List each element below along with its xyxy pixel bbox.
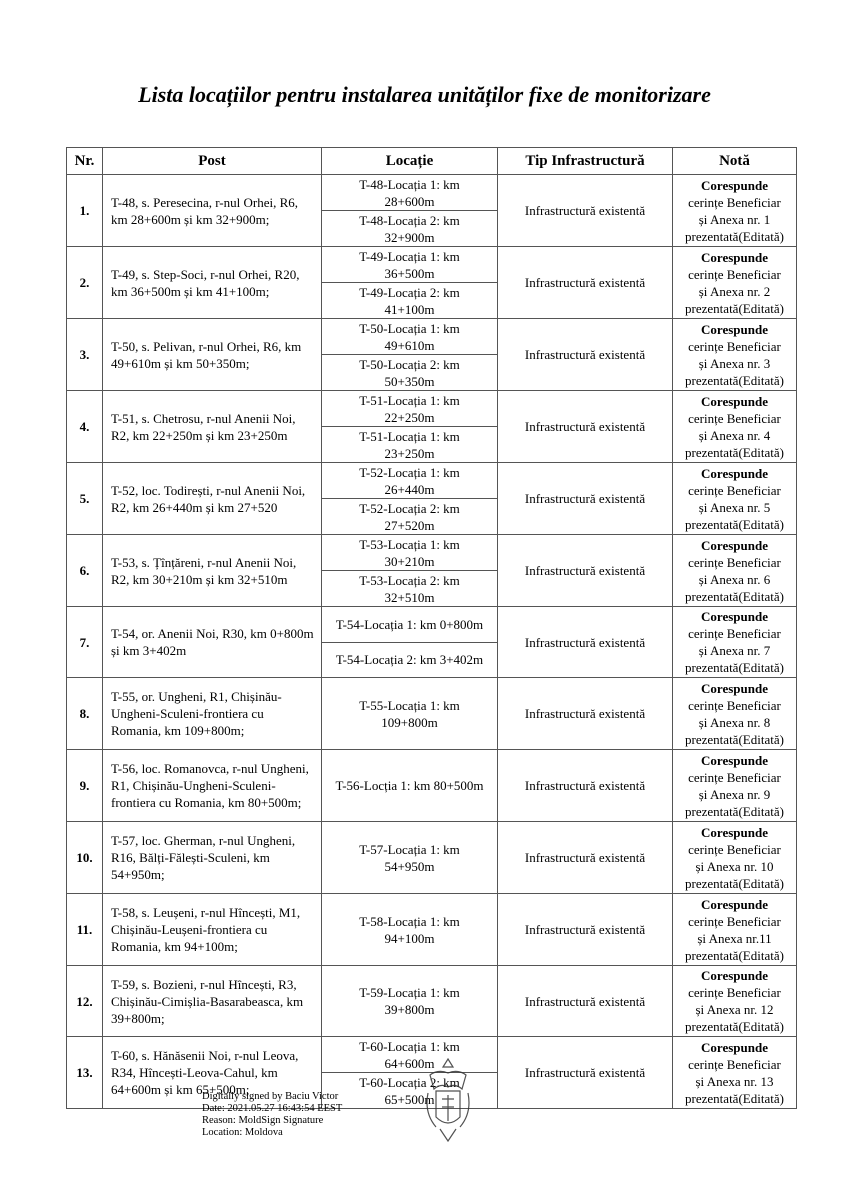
note-line: și Anexa nr. 10 xyxy=(695,858,774,874)
location-entry: T-60-Locația 1: km 64+600m xyxy=(359,1038,460,1071)
table-row xyxy=(67,175,797,247)
note-line: cerințe Beneficiar xyxy=(688,194,781,210)
note-cell xyxy=(673,894,797,966)
note-line: și Anexa nr. 2 xyxy=(698,283,771,299)
table-row xyxy=(67,463,797,535)
row-number: 4. xyxy=(67,391,103,463)
infrastructure-type: Infrastructură existentă xyxy=(498,822,673,894)
table-row xyxy=(67,391,797,463)
location-entry: T-50-Locația 1: km 49+610m xyxy=(359,320,460,353)
note-line: cerințe Beneficiar xyxy=(688,554,781,570)
note-line: Corespunde xyxy=(701,680,768,696)
location-entry: T-52-Locația 1: km 26+440m xyxy=(359,464,460,497)
location-cell xyxy=(322,391,498,463)
location-entry: T-48-Locația 2: km 32+900m xyxy=(322,210,497,246)
location-cell xyxy=(322,678,498,750)
table-row xyxy=(67,678,797,750)
location-entry: T-54-Locația 2: km 3+402m xyxy=(322,642,497,678)
note-line: cerințe Beneficiar xyxy=(688,266,781,282)
note-line: cerințe Beneficiar xyxy=(688,1056,781,1072)
note-line: cerințe Beneficiar xyxy=(688,985,781,1000)
note-cell xyxy=(673,607,797,678)
note-line: prezentată(Editată) xyxy=(685,372,784,388)
location-cell xyxy=(322,463,498,535)
note-line: cerințe Beneficiar xyxy=(688,697,781,713)
note-line: prezentată(Editată) xyxy=(685,516,784,532)
table-row xyxy=(67,894,797,966)
note-cell xyxy=(673,391,797,463)
table-row xyxy=(67,247,797,319)
infrastructure-type: Infrastructură existentă xyxy=(498,247,673,319)
digital-signature xyxy=(202,1091,342,1139)
note-line: Corespunde xyxy=(701,609,768,624)
location-cell xyxy=(322,894,498,966)
table-row xyxy=(67,319,797,391)
note-line: Corespunde xyxy=(701,968,768,983)
post-description: T-54, or. Anenii Noi, R30, km 0+800m și km 3+402m xyxy=(103,607,322,678)
note-cell xyxy=(673,678,797,750)
note-line: și Anexa nr. 1 xyxy=(698,211,771,227)
infrastructure-type: Infrastructură existentă xyxy=(498,678,673,750)
header-nr: Nr. xyxy=(67,148,103,175)
note-line: Corespunde xyxy=(701,896,768,912)
locations-table xyxy=(66,147,797,1109)
table-row xyxy=(67,750,797,822)
table-row xyxy=(67,535,797,607)
infrastructure-type: Infrastructură existentă xyxy=(498,535,673,607)
header-infrastructure: Tip Infrastructură xyxy=(498,148,673,175)
location-cell xyxy=(322,966,498,1037)
row-number: 5. xyxy=(67,463,103,535)
post-description: T-53, s. Țînțăreni, r-nul Anenii Noi, R2, km 30+210m și km 32+510m xyxy=(103,535,322,607)
location-entry: T-56-Locția 1: km 80+500m xyxy=(335,778,484,793)
post-description: T-55, or. Ungheni, R1, Chișinău-Ungheni-Sculeni-frontiera cu Romania, km 109+800m; xyxy=(103,678,322,750)
moldova-coat-of-arms-icon xyxy=(420,1055,476,1147)
row-number: 3. xyxy=(67,319,103,391)
location-cell xyxy=(322,607,498,678)
post-description: T-60, s. Hănăsenii Noi, r-nul Leova, R34, Hîncești-Leova-Cahul, km 64+600m și km 65+500m; xyxy=(103,1037,322,1109)
location-entry: T-50-Locația 2: km 50+350m xyxy=(322,354,497,390)
note-cell xyxy=(673,319,797,391)
signature-date: Date: 2021.05.27 16:43:54 EEST xyxy=(202,1103,343,1114)
note-cell xyxy=(673,1037,797,1109)
infrastructure-type: Infrastructură existentă xyxy=(498,750,673,822)
note-line: și Anexa nr. 12 xyxy=(695,1002,774,1017)
location-entry: T-51-Locația 1: km 23+250m xyxy=(322,426,497,462)
post-description: T-50, s. Pelivan, r-nul Orhei, R6, km 49+610m și km 50+350m; xyxy=(103,319,322,391)
note-line: cerințe Beneficiar xyxy=(688,626,781,641)
note-line: prezentată(Editată) xyxy=(685,947,784,963)
post-description: T-49, s. Step-Soci, r-nul Orhei, R20, km 36+500m și km 41+100m; xyxy=(103,247,322,319)
row-number: 12. xyxy=(67,966,103,1037)
note-line: cerințe Beneficiar xyxy=(688,482,781,498)
location-entry: T-55-Locația 1: km 109+800m xyxy=(359,697,460,730)
row-number: 10. xyxy=(67,822,103,894)
note-line: Corespunde xyxy=(701,249,768,265)
infrastructure-type: Infrastructură existentă xyxy=(498,894,673,966)
row-number: 1. xyxy=(67,175,103,247)
location-cell xyxy=(322,822,498,894)
note-cell xyxy=(673,822,797,894)
note-cell xyxy=(673,535,797,607)
note-line: cerințe Beneficiar xyxy=(688,410,781,426)
note-cell xyxy=(673,247,797,319)
note-cell xyxy=(673,966,797,1037)
signature-line: Digitally signed by Baciu Victor xyxy=(202,1091,339,1102)
note-line: și Anexa nr. 8 xyxy=(698,714,771,730)
note-line: prezentată(Editată) xyxy=(685,731,784,747)
post-description: T-56, loc. Romanovca, r-nul Ungheni, R1, Chișinău-Ungheni-Sculeni-frontiera cu Romania, km 80+500m; xyxy=(103,750,322,822)
signature-reason: Reason: MoldSign Signature xyxy=(202,1115,324,1126)
post-description: T-57, loc. Gherman, r-nul Ungheni, R16, Bălți-Fălești-Sculeni, km 54+950m; xyxy=(103,822,322,894)
note-line: și Anexa nr. 4 xyxy=(698,427,771,443)
note-line: prezentată(Editată) xyxy=(685,588,784,604)
location-entry: T-54-Locația 1: km 0+800m xyxy=(335,616,484,632)
location-cell xyxy=(322,247,498,319)
note-line: prezentată(Editată) xyxy=(685,300,784,316)
row-number: 11. xyxy=(67,894,103,966)
location-entry: T-59-Locația 1: km 39+800m xyxy=(359,985,460,1017)
note-line: prezentată(Editată) xyxy=(685,660,784,675)
note-line: și Anexa nr.11 xyxy=(697,930,772,946)
note-line: Corespunde xyxy=(701,752,768,768)
table-row xyxy=(67,822,797,894)
note-line: cerințe Beneficiar xyxy=(688,913,781,929)
infrastructure-type: Infrastructură existentă xyxy=(498,463,673,535)
location-entry: T-57-Locația 1: km 54+950m xyxy=(359,841,460,874)
note-line: prezentată(Editată) xyxy=(685,875,784,891)
location-cell xyxy=(322,535,498,607)
location-entry: T-48-Locația 1: km 28+600m xyxy=(359,176,460,209)
note-line: Corespunde xyxy=(701,537,768,553)
location-entry: T-49-Locația 1: km 36+500m xyxy=(359,248,460,281)
note-cell xyxy=(673,463,797,535)
note-line: cerințe Beneficiar xyxy=(688,769,781,785)
note-line: Corespunde xyxy=(701,1039,768,1055)
row-number: 13. xyxy=(67,1037,103,1109)
post-description: T-48, s. Peresecina, r-nul Orhei, R6, km 28+600m și km 32+900m; xyxy=(103,175,322,247)
infrastructure-type: Infrastructură existentă xyxy=(498,319,673,391)
row-number: 7. xyxy=(67,607,103,678)
note-line: prezentată(Editată) xyxy=(685,228,784,244)
location-entry: T-58-Locația 1: km 94+100m xyxy=(359,913,460,946)
location-entry: T-51-Locația 1: km 22+250m xyxy=(359,392,460,425)
row-number: 9. xyxy=(67,750,103,822)
post-description: T-51, s. Chetrosu, r-nul Anenii Noi, R2, km 22+250m și km 23+250m xyxy=(103,391,322,463)
table-header-row xyxy=(67,148,797,175)
note-line: Corespunde xyxy=(701,393,768,409)
note-line: prezentată(Editată) xyxy=(685,803,784,819)
location-entry: T-53-Locația 2: km 32+510m xyxy=(322,570,497,606)
infrastructure-type: Infrastructură existentă xyxy=(498,175,673,247)
note-cell xyxy=(673,175,797,247)
row-number: 8. xyxy=(67,678,103,750)
infrastructure-type: Infrastructură existentă xyxy=(498,966,673,1037)
table-row xyxy=(67,607,797,678)
note-line: prezentată(Editată) xyxy=(685,1019,784,1034)
location-entry: T-53-Locația 1: km 30+210m xyxy=(359,536,460,569)
note-line: și Anexa nr. 3 xyxy=(698,355,771,371)
note-cell xyxy=(673,750,797,822)
infrastructure-type: Infrastructură existentă xyxy=(498,607,673,678)
post-description: T-59, s. Bozieni, r-nul Hîncești, R3, Chișinău-Cimișlia-Basarabeasca, km 39+800m; xyxy=(103,966,322,1037)
infrastructure-type: Infrastructură existentă xyxy=(498,1037,673,1109)
note-line: și Anexa nr. 7 xyxy=(698,643,771,658)
infrastructure-type: Infrastructură existentă xyxy=(498,391,673,463)
header-post: Post xyxy=(103,148,322,175)
location-entry: T-52-Locația 2: km 27+520m xyxy=(322,498,497,534)
header-note: Notă xyxy=(673,148,797,175)
note-line: și Anexa nr. 9 xyxy=(698,786,771,802)
row-number: 6. xyxy=(67,535,103,607)
post-description: T-52, loc. Todirești, r-nul Anenii Noi, R2, km 26+440m și km 27+520 xyxy=(103,463,322,535)
location-entry: T-49-Locația 2: km 41+100m xyxy=(322,282,497,318)
note-line: cerințe Beneficiar xyxy=(688,841,781,857)
location-entry: T-60-Locația 2: km 65+500m xyxy=(322,1072,497,1108)
location-cell xyxy=(322,175,498,247)
signature-location: Location: Moldova xyxy=(202,1127,283,1138)
note-line: prezentată(Editată) xyxy=(685,1090,784,1106)
note-line: Corespunde xyxy=(701,321,768,337)
location-cell xyxy=(322,319,498,391)
header-location: Locație xyxy=(322,148,498,175)
note-line: și Anexa nr. 5 xyxy=(698,499,771,515)
location-cell xyxy=(322,750,498,822)
note-line: și Anexa nr. 13 xyxy=(695,1073,774,1089)
table-row xyxy=(67,966,797,1037)
note-line: și Anexa nr. 6 xyxy=(698,571,771,587)
post-description: T-58, s. Leușeni, r-nul Hîncești, M1, Chișinău-Leușeni-frontiera cu Romania, km 94+100m; xyxy=(103,894,322,966)
document-title: Lista locațiilor pentru instalarea unităților fixe de monitorizare xyxy=(138,82,711,107)
note-line: cerințe Beneficiar xyxy=(688,338,781,354)
note-line: Corespunde xyxy=(701,177,768,193)
note-line: Corespunde xyxy=(701,465,768,481)
row-number: 2. xyxy=(67,247,103,319)
note-line: Corespunde xyxy=(701,824,768,840)
note-line: prezentată(Editată) xyxy=(685,444,784,460)
